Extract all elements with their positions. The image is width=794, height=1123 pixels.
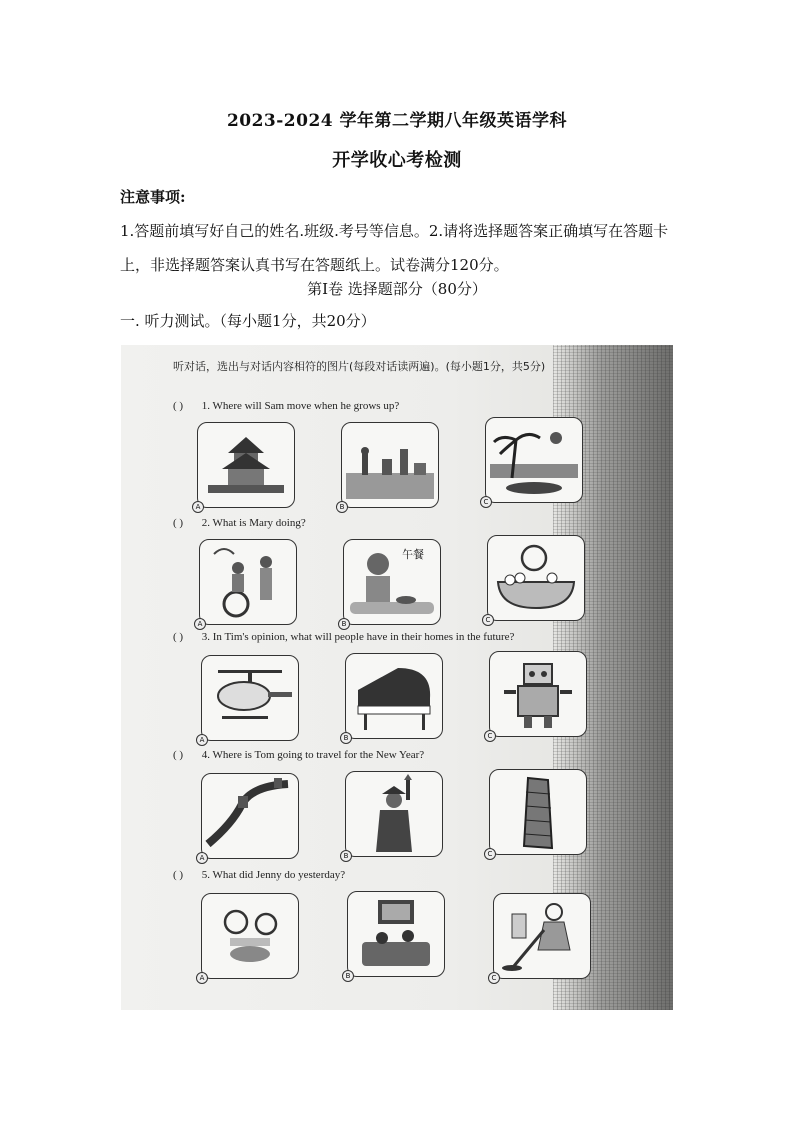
picture-child-eating-lunch[interactable] [341, 539, 441, 628]
option-a-badge: A [192, 501, 204, 513]
question-text: 1. Where will Sam move when he grows up? [201, 400, 400, 412]
picture-child-bathing[interactable] [485, 535, 585, 624]
picture-palm-island[interactable] [483, 417, 583, 506]
option-b-badge: B [340, 732, 352, 744]
picture-temple-of-heaven[interactable] [195, 422, 295, 511]
picture-statue-of-liberty[interactable] [343, 771, 443, 860]
listening-instruction: 听对话，选出与对话内容相符的图片(每段对话读两遍)。(每小题1分，共5分) [173, 360, 546, 373]
kids-cooking-icon [202, 894, 298, 978]
picture-helicopter[interactable] [199, 655, 299, 744]
picture-helping-wheelchair[interactable] [197, 539, 297, 628]
answer-blank[interactable]: ( ) [173, 400, 184, 412]
wheelchair-icon [200, 540, 296, 624]
piano-icon [346, 654, 442, 738]
picture-robot[interactable] [487, 651, 587, 740]
question-3 [173, 631, 514, 643]
option-c-badge: C [484, 848, 496, 860]
picture-piano[interactable] [343, 653, 443, 742]
question-5 [173, 869, 345, 881]
option-a-badge: A [194, 618, 206, 630]
option-b-badge: B [336, 501, 348, 513]
option-b-badge: B [338, 618, 350, 630]
question-text: 5. What did Jenny do yesterday? [201, 869, 346, 881]
picture-watching-tv[interactable] [345, 891, 445, 980]
option-b-badge: B [340, 850, 352, 862]
helicopter-icon [202, 656, 298, 740]
exam-title: 2023-2024 学年第二学期八年级英语学科 [226, 111, 568, 131]
picture-girl-cleaning[interactable] [491, 893, 591, 982]
picture-city-skyline[interactable] [339, 422, 439, 511]
temple-of-heaven-icon [198, 423, 294, 507]
city-skyline-icon [342, 423, 438, 507]
option-a-badge: A [196, 852, 208, 864]
question-4 [173, 749, 424, 761]
girl-cleaning-icon [494, 894, 590, 978]
answer-blank[interactable]: ( ) [173, 517, 184, 529]
option-c-badge: C [488, 972, 500, 984]
question-1 [173, 400, 399, 412]
notes-heading: 注意事项: [120, 188, 186, 206]
answer-blank[interactable]: ( ) [173, 631, 184, 643]
option-c-badge: C [480, 496, 492, 508]
notes-body: 1.答题前填写好自己的姓名.班级.考号等信息。2.请将选择题答案正确填写在答题卡上，非选择题答案认真书写在答题纸上。试卷满分120分。 [120, 222, 669, 274]
question-text: 4. Where is Tom going to travel for the New Year? [201, 749, 425, 761]
question-2 [173, 517, 306, 529]
watching-tv-icon [348, 892, 444, 976]
bathing-icon [488, 536, 584, 620]
section-title: 第Ⅰ卷 选择题部分（80分） [307, 280, 487, 298]
answer-blank[interactable]: ( ) [173, 749, 184, 761]
robot-icon [490, 652, 586, 736]
statue-of-liberty-icon [346, 772, 442, 856]
option-c-badge: C [482, 614, 494, 626]
picture-leaning-tower[interactable] [487, 769, 587, 858]
great-wall-icon [202, 774, 298, 858]
option-a-badge: A [196, 972, 208, 984]
option-c-badge: C [484, 730, 496, 742]
question-text: 3. In Tim's opinion, what will people have in their homes in the future? [201, 631, 515, 643]
scanned-listening-section [121, 345, 673, 1010]
palm-island-icon [486, 418, 582, 502]
exam-subtitle: 开学收心考检测 [332, 150, 462, 171]
question-text: 2. What is Mary doing? [201, 517, 306, 529]
eating-lunch-icon [344, 540, 440, 624]
option-b-badge: B [342, 970, 354, 982]
part-title: 一. 听力测试。（每小题1分，共20分） [120, 312, 376, 330]
lunch-sign: 午餐 [402, 548, 424, 561]
answer-blank[interactable]: ( ) [173, 869, 184, 881]
leaning-tower-icon [490, 770, 586, 854]
option-a-badge: A [196, 734, 208, 746]
picture-kids-cooking[interactable] [199, 893, 299, 982]
picture-great-wall[interactable] [199, 773, 299, 862]
